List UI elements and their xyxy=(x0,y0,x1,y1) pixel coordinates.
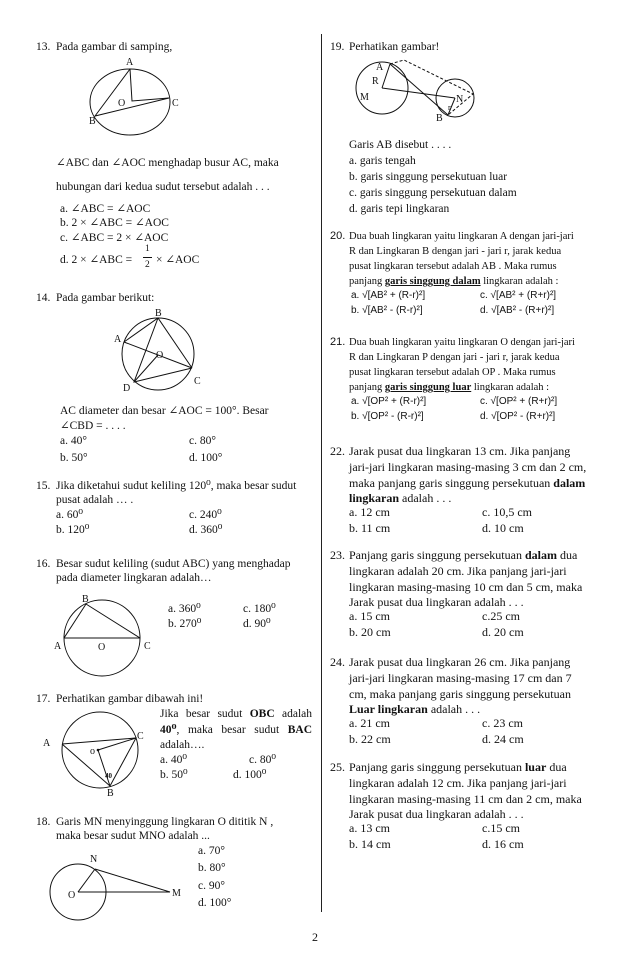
q19-stem: Perhatikan gambar! xyxy=(349,41,440,53)
q21-option-a: a. √[OP² + (R-r)²] xyxy=(351,396,427,407)
q25-line1-end: dua xyxy=(549,760,567,774)
q18-option-b: b. 80° xyxy=(198,862,226,874)
q22-option-b: b. 11 cm xyxy=(349,521,391,535)
q17-option-d: d. 100⁰ xyxy=(233,769,267,781)
q15-option-d: d. 360⁰ xyxy=(189,524,223,536)
q25-line3: lingkaran masing-masing 11 cm dan 2 cm, maka xyxy=(349,792,582,806)
q15-stem-line2: pusat adalah … . xyxy=(56,494,134,506)
q14-line1: AC diameter dan besar ∠AOC = 100°. Besar xyxy=(60,405,269,417)
q21-line3: pusat lingkaran tersebut adalah OP . Maka rumus xyxy=(349,367,556,378)
q14-label-c: C xyxy=(194,376,201,387)
q25-line1-bold: luar xyxy=(524,760,547,774)
q20-line4-end: lingkaran adalah : xyxy=(483,276,559,287)
q17-option-b: b. 50⁰ xyxy=(160,769,188,781)
q13-number: 13. xyxy=(36,41,51,53)
q23-line1 xyxy=(349,548,577,563)
q24-line4-bold: Luar lingkaran xyxy=(349,702,428,716)
q13-stem: Pada gambar di samping, xyxy=(56,41,173,53)
q20-option-b: b. √[AB² - (R-r)²] xyxy=(351,305,423,316)
q21-line4 xyxy=(349,381,549,394)
q17-circle-figure xyxy=(40,708,150,798)
q22-line4-end: adalah . . . xyxy=(399,491,452,505)
q20-line2: R dan Lingkaran B dengan jari - jari r, jarak kedua xyxy=(349,246,562,257)
q19-label-r-big: R xyxy=(372,76,379,87)
q14-number: 14. xyxy=(36,292,51,304)
q21-line1: Dua buah lingkaran yaitu lingkaran O dengan jari-jari xyxy=(349,337,575,348)
q18-stem-line1: Garis MN menyinggung lingkaran O dititik N , xyxy=(56,816,274,828)
q24-option-d: d. 24 cm xyxy=(482,732,524,746)
q22-option-d: d. 10 cm xyxy=(482,521,524,535)
q13-label-c: C xyxy=(172,98,179,109)
q16-stem-line2: pada diameter lingkaran adalah… xyxy=(56,572,212,584)
q21-option-b: b. √[OP² - (R-r)²] xyxy=(351,411,424,422)
q25-option-a: a. 13 cm xyxy=(349,821,390,835)
q24-line4 xyxy=(349,702,480,717)
q19-label-b: B xyxy=(436,113,443,124)
q17-label-o: o xyxy=(90,746,95,757)
q17-text3: adalah…. xyxy=(160,739,205,752)
q23-line2: lingkaran adalah 20 cm. Jika panjang jari-jari xyxy=(349,564,567,578)
q19-label-n: N xyxy=(456,94,464,105)
q23-number: 23. xyxy=(330,548,345,562)
q23-option-c: c.25 cm xyxy=(482,609,520,623)
q20-line4-start: panjang xyxy=(349,276,383,287)
q22-number: 22. xyxy=(330,444,345,458)
q13-line2: hubungan dari kedua sudut tersebut adalah . . . xyxy=(56,181,270,193)
q17-text1: Jika besar sudut xyxy=(160,708,243,720)
q23-option-b: b. 20 cm xyxy=(349,625,391,639)
q13-option-b: b. 2 × ∠ABC = ∠AOC xyxy=(60,217,169,229)
q22-option-a: a. 12 cm xyxy=(349,505,390,519)
q24-option-a: a. 21 cm xyxy=(349,716,390,730)
q22-line3-bold: dalam xyxy=(553,476,586,490)
q20-line4-bold: garis singgung dalam xyxy=(384,276,481,287)
q18-option-c: c. 90° xyxy=(198,880,225,892)
q23-line4: Jarak pusat dua lingkaran adalah . . . xyxy=(349,595,524,609)
q15-stem-line1: Jika diketahui sudut keliling 120⁰, maka besar sudut xyxy=(56,480,297,492)
q25-line1-start: Panjang garis singgung persekutuan xyxy=(349,760,522,774)
q14-line2: ∠CBD = . . . . xyxy=(60,420,126,432)
q18-label-n: N xyxy=(90,854,98,865)
q14-label-d: D xyxy=(123,383,131,394)
q14-label-b: B xyxy=(155,308,162,319)
q20-line1: Dua buah lingkaran yaitu lingkaran A dengan jari-jari xyxy=(349,231,574,242)
q22-line2: jari-jari lingkaran masing-masing 3 cm dan 2 cm, xyxy=(349,460,587,474)
q13-circle-figure xyxy=(80,56,190,136)
q21-line2: R dan Lingkaran P dengan jari - jari r, jarak kedua xyxy=(349,352,560,363)
q24-line4-end: adalah . . . xyxy=(427,702,481,716)
q13-option-d-suffix: × ∠AOC xyxy=(156,254,200,266)
q17-label-angle: 40 xyxy=(105,772,112,780)
q20-line4 xyxy=(349,275,558,288)
q13-option-d-numerator: 1 xyxy=(145,244,150,254)
q24-number: 24. xyxy=(330,655,345,669)
q13-label-a: A xyxy=(126,57,134,68)
q17-option-a: a. 40⁰ xyxy=(160,754,187,766)
q23-line1-end: dua xyxy=(559,548,578,562)
q16-option-b: b. 270⁰ xyxy=(168,618,202,630)
q23-line1-bold: dalam xyxy=(524,548,557,562)
q20-option-a: a. √[AB² + (R-r)²] xyxy=(351,290,426,301)
q15-number: 15. xyxy=(36,480,51,492)
q21-number: 21. xyxy=(330,336,346,348)
q19-option-c: c. garis singgung persekutuan dalam xyxy=(349,187,517,199)
q18-number: 18. xyxy=(36,816,51,828)
q21-option-c: c. √[OP² + (R+r)²] xyxy=(480,396,558,407)
q16-label-c: C xyxy=(144,641,151,652)
q14-circle-figure xyxy=(108,308,208,396)
q23-option-a: a. 15 cm xyxy=(349,609,390,623)
q20-option-d: d. √[AB² - (R+r)²] xyxy=(480,305,555,316)
q16-number: 16. xyxy=(36,558,51,570)
q19-circle-figure xyxy=(342,54,492,126)
q14-stem: Pada gambar berikut: xyxy=(56,292,155,304)
q18-label-m: M xyxy=(172,888,181,899)
q18-stem-line2: maka besar sudut MNO adalah ... xyxy=(56,830,210,842)
q13-option-d-prefix: d. 2 × ∠ABC = xyxy=(60,254,133,266)
q17-text2: , maka besar sudut xyxy=(176,723,280,736)
q14-label-a: A xyxy=(114,334,122,345)
q17-label-b: B xyxy=(107,788,114,799)
q14-option-a: a. 40° xyxy=(60,435,87,447)
q14-option-d: d. 100° xyxy=(189,452,223,464)
q13-line1: ∠ABC dan ∠AOC menghadap busur AC, maka xyxy=(56,157,279,169)
q22-line3-start: maka panjang garis singgung persekutuan xyxy=(349,476,551,490)
q20-line3: pusat lingkaran tersebut adalah AB . Maka rumus xyxy=(349,261,557,272)
q16-label-o: O xyxy=(98,642,106,653)
q19-label-r-small: r xyxy=(448,103,451,112)
q17-label-c: C xyxy=(137,731,144,742)
q23-line3: lingkaran masing-masing 10 cm dan 5 cm, maka xyxy=(349,580,583,594)
q15-option-c: c. 240⁰ xyxy=(189,509,222,521)
q19-option-d: d. garis tepi lingkaran xyxy=(349,203,450,215)
q23-line1-start: Panjang garis singgung persekutuan xyxy=(349,548,522,562)
q13-option-c: c. ∠ABC = 2 × ∠AOC xyxy=(60,232,169,244)
q19-option-a: a. garis tengah xyxy=(349,155,416,167)
q24-line1: Jarak pusat dua lingkaran 26 cm. Jika panjang xyxy=(349,655,571,669)
q16-option-c: c. 180⁰ xyxy=(243,603,276,615)
column-divider xyxy=(321,34,322,912)
q17-text xyxy=(160,707,312,754)
q25-option-d: d. 16 cm xyxy=(482,837,524,851)
q15-option-b: b. 120⁰ xyxy=(56,524,90,536)
q17-text1-end: adalah xyxy=(282,708,313,720)
q22-line3 xyxy=(349,476,585,491)
q25-option-c: c.15 cm xyxy=(482,821,520,835)
q14-label-o: O xyxy=(156,350,164,361)
q22-option-c: c. 10,5 cm xyxy=(482,505,532,519)
q16-label-b: B xyxy=(82,594,89,605)
q19-label-m: M xyxy=(360,92,369,103)
q25-line4: Jarak pusat dua lingkaran adalah . . . xyxy=(349,807,524,821)
q18-option-d: d. 100° xyxy=(198,897,232,909)
q16-option-d: d. 90⁰ xyxy=(243,618,271,630)
q16-stem-line1: Besar sudut keliling (sudut ABC) yang menghadap xyxy=(56,558,291,570)
q13-fraction-bar xyxy=(143,257,152,258)
q13-option-a: a. ∠ABC = ∠AOC xyxy=(60,203,151,215)
q19-number: 19. xyxy=(330,41,345,53)
q24-option-c: c. 23 cm xyxy=(482,716,523,730)
q19-option-b: b. garis singgung persekutuan luar xyxy=(349,171,508,183)
q21-line4-bold: garis singgung luar xyxy=(384,382,472,393)
q16-circle-figure xyxy=(52,592,158,682)
q24-option-b: b. 22 cm xyxy=(349,732,391,746)
q25-option-b: b. 14 cm xyxy=(349,837,391,851)
q21-option-d: d. √[OP² - (R+r)²] xyxy=(480,411,556,422)
q16-option-a: a. 360⁰ xyxy=(168,603,201,615)
q13-label-o: O xyxy=(118,98,126,109)
q15-option-a: a. 60⁰ xyxy=(56,509,83,521)
q23-option-d: d. 20 cm xyxy=(482,625,524,639)
q22-line4-bold: lingkaran xyxy=(349,491,400,505)
q16-label-a: A xyxy=(54,641,62,652)
q25-line1 xyxy=(349,760,567,775)
q25-number: 25. xyxy=(330,760,345,774)
q14-option-b: b. 50° xyxy=(60,452,88,464)
q13-option-d-denominator: 2 xyxy=(145,260,150,270)
page-number: 2 xyxy=(312,930,318,944)
q24-line3: cm, maka panjang garis singgung persekutuan xyxy=(349,687,571,701)
q21-line4-end: lingkaran adalah : xyxy=(473,382,550,393)
q22-line4 xyxy=(349,491,451,506)
q21-line4-start: panjang xyxy=(349,382,383,393)
q17-number: 17. xyxy=(36,693,51,705)
q22-line1: Jarak pusat dua lingkaran 13 cm. Jika panjang xyxy=(349,444,571,458)
q17-stem: Perhatikan gambar dibawah ini! xyxy=(56,693,204,705)
q14-option-c: c. 80° xyxy=(189,435,216,447)
q17-text1-bold: OBC xyxy=(249,708,275,720)
q17-label-a: A xyxy=(43,738,51,749)
q25-line2: lingkaran adalah 12 cm. Jika panjang jari-jari xyxy=(349,776,567,790)
q18-circle-figure xyxy=(40,850,190,920)
q20-number: 20. xyxy=(330,230,346,242)
q17-text2-bold: 40⁰ xyxy=(160,723,177,736)
q13-label-b: B xyxy=(89,116,96,127)
q20-option-c: c. √[AB² + (R+r)²] xyxy=(480,290,557,301)
q17-text2-bold-end: BAC xyxy=(287,723,313,736)
q19-line1: Garis AB disebut . . . . xyxy=(349,139,452,151)
q19-label-a: A xyxy=(376,62,384,73)
q17-option-c: c. 80⁰ xyxy=(249,754,276,766)
q24-line2: jari-jari lingkaran masing-masing 17 cm dan 7 xyxy=(349,671,572,685)
q18-label-o: O xyxy=(68,890,76,901)
q18-option-a: a. 70° xyxy=(198,845,225,857)
